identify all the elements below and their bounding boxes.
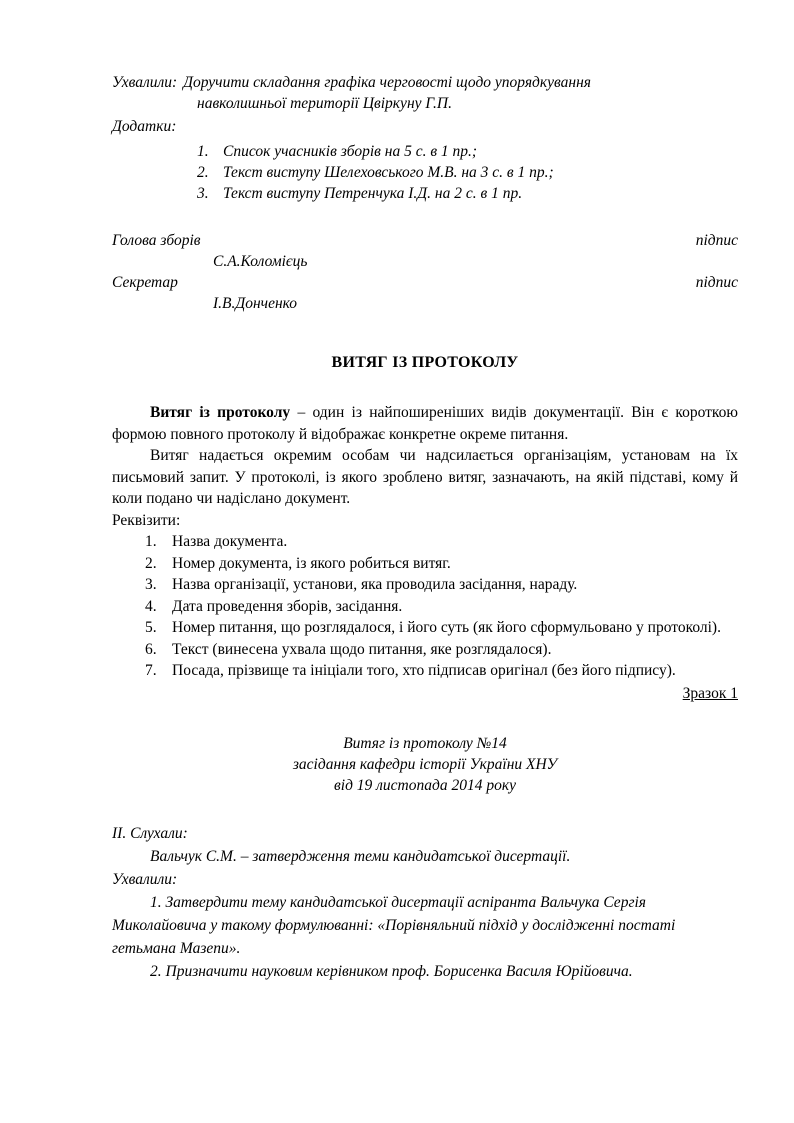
- attachment-number: 1.: [197, 143, 209, 160]
- resolution-line-2: навколишньої території Цвіркуну Г.П.: [197, 95, 452, 112]
- resolved-item-2: 2. Призначити науковим керівником проф. Борисенка Василя Юрійовича.: [150, 963, 633, 980]
- resolution-row: [112, 72, 738, 93]
- requisites-label: Реквізити:: [112, 511, 181, 529]
- secretary-name: І.В.Донченко: [213, 295, 298, 312]
- requisite-text: Номер питання, що розглядалося, і його суть (як його сформульовано у протоколі).: [172, 619, 721, 636]
- requisite-text: Назва організації, установи, яка проводила засідання, нараду.: [172, 576, 578, 593]
- document-content: [112, 72, 738, 983]
- secretary-signature-word: підпис: [695, 274, 738, 291]
- requisite-text: Номер документа, із якого робиться витяг.: [172, 554, 451, 572]
- secretary-signature-row: [112, 272, 738, 293]
- requisite-number: 1.: [145, 533, 157, 550]
- sample-title-line-1: Витяг із протоколу №14: [343, 735, 507, 752]
- resolved-item-1: 1. Затвердити тему кандидатської дисертації аспіранта Вальчука Сергія Миколайовича у такому формулюванні: «Порівняльний підхід у дослідженні постаті гетьмана Мазепи».: [112, 894, 676, 957]
- resolution-section: [112, 72, 738, 204]
- sample-label: Зразок 1: [682, 684, 738, 702]
- chair-signature-row: [112, 230, 738, 251]
- secretary-role-label: Секретар: [112, 274, 178, 291]
- sample-title-line-2: засідання кафедри історії України ХНУ: [292, 756, 558, 773]
- sample-body: [112, 822, 738, 983]
- list-item: [197, 183, 738, 204]
- definition-rest: – один із найпоширеніших видів документації. Він є короткою формою повного протоколу й відображає конкретне окреме питання.: [112, 404, 738, 443]
- chair-signature-word: підпис: [695, 232, 738, 249]
- attachment-number: 2.: [197, 164, 209, 181]
- resolution-label: Ухвалили:: [112, 74, 178, 91]
- body-section: [112, 402, 738, 704]
- requisite-text: Назва документа.: [172, 533, 288, 550]
- list-item: [145, 660, 738, 682]
- requisite-number: 4.: [145, 597, 157, 615]
- chair-role-label: Голова зборів: [112, 232, 201, 249]
- attachment-text: Текст виступу Петренчука І.Д. на 2 с. в 1 пр.: [223, 185, 523, 202]
- chair-name: С.А.Коломієць: [213, 253, 308, 270]
- attachment-text: Список учасників зборів на 5 с. в 1 пр.;: [223, 143, 478, 160]
- list-item: [145, 574, 738, 596]
- sample-title-line-3: від 19 листопада 2014 року: [334, 777, 516, 794]
- requisite-text: Посада, прізвище та ініціали того, хто підписав оригінал (без його підпису).: [172, 662, 676, 679]
- list-item: [145, 531, 738, 553]
- attachments-list: [112, 141, 738, 204]
- requisite-number: 5.: [145, 619, 157, 636]
- attachments-label: Додатки:: [112, 118, 177, 135]
- resolution-line-1: Доручити складання графіка черговості щодо упорядкування: [183, 74, 591, 91]
- signature-block: [112, 230, 738, 314]
- list-item: [197, 141, 738, 162]
- sample-title: [112, 733, 738, 796]
- list-item: [197, 162, 738, 183]
- attachment-number: 3.: [197, 185, 209, 202]
- attachment-text: Текст виступу Шелеховського М.В. на 3 с. в 1 пр.;: [223, 164, 554, 181]
- list-item: [145, 639, 738, 661]
- requisite-number: 6.: [145, 640, 157, 658]
- list-item: [145, 553, 738, 575]
- heard-text: Вальчук С.М. – затвердження теми кандидатської дисертації.: [150, 848, 571, 865]
- definition-paragraph: [112, 402, 738, 445]
- requisite-text: Текст (винесена ухвала щодо питання, яке розглядалося).: [172, 640, 552, 658]
- page-title: ВИТЯГ ІЗ ПРОТОКОЛУ: [331, 354, 519, 371]
- resolved-label: Ухвалили:: [112, 871, 178, 888]
- definition-term: Витяг із протоколу: [150, 404, 291, 421]
- heard-label: ІІ. Слухали:: [112, 825, 188, 842]
- list-item: [145, 596, 738, 618]
- paragraph-2: Витяг надається окремим особам чи надсилається організаціям, установам на їх письмовий запит. У протоколі, із якого зроблено витяг, зазначають, на якій підставі, кому й коли подано чи надіслано документ.: [112, 447, 738, 507]
- requisite-number: 2.: [145, 554, 157, 572]
- requisite-number: 7.: [145, 662, 157, 679]
- requisite-text: Дата проведення зборів, засідання.: [172, 597, 403, 615]
- list-item: [145, 617, 738, 639]
- sample-label-row: [112, 683, 738, 705]
- requisites-list: [112, 531, 738, 682]
- requisite-number: 3.: [145, 576, 157, 593]
